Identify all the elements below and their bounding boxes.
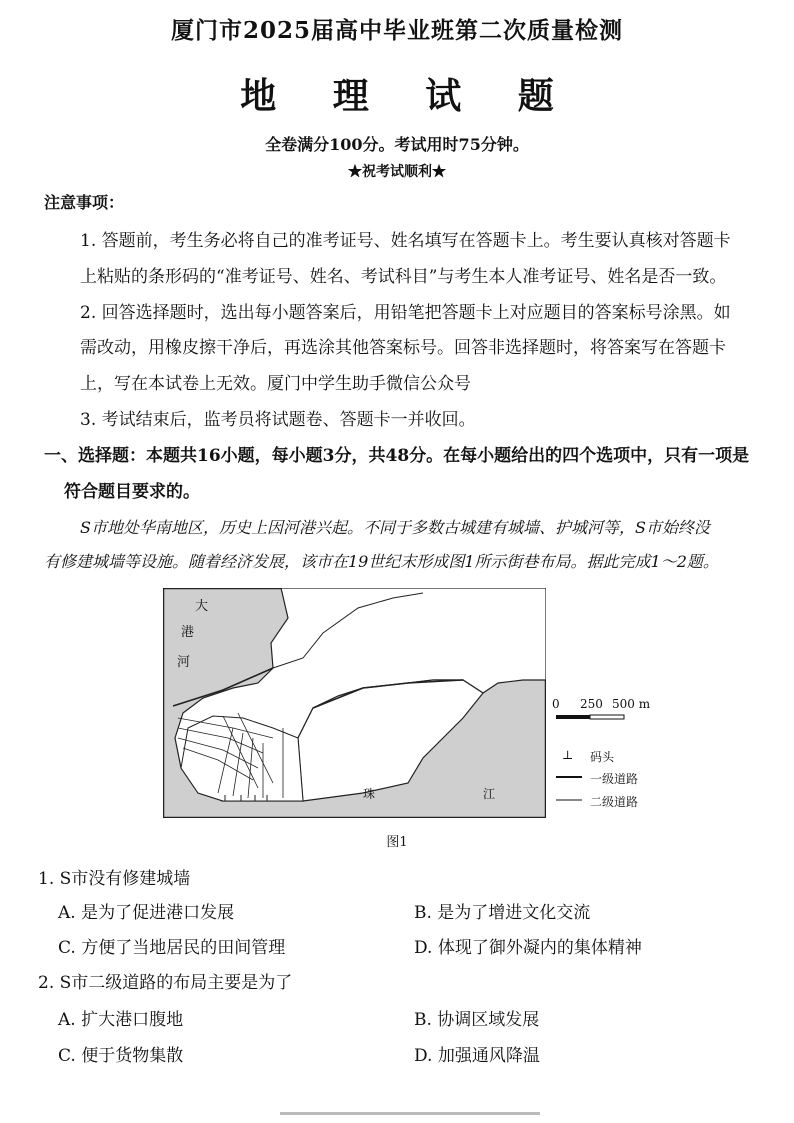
blessing-line: ★祝考试顺利★ bbox=[348, 164, 446, 180]
pier-legend-label: 码头 bbox=[590, 750, 615, 764]
notice-line-1: 1. 答题前，考生务必将自己的准考证号、姓名填写在答题卡上。考生要认真核对答题卡 bbox=[80, 231, 731, 251]
primary-road-legend-label: 一级道路 bbox=[590, 772, 639, 786]
primary-road-legend-line bbox=[556, 774, 582, 780]
passage-line-1: S市地处华南地区，历史上因河港兴起。不同于多数古城建有城墙、护城河等，S市始终没 bbox=[80, 518, 710, 537]
notice-heading: 注意事项： bbox=[44, 193, 125, 212]
subject-title: 地 理 试 题 bbox=[240, 75, 576, 117]
question-2-option-b: B. 协调区域发展 bbox=[414, 1010, 540, 1030]
notice-line-5: 上，写在本试卷上无效。厦门中学生助手微信公众号 bbox=[80, 374, 471, 394]
score-line: 全卷满分100分。考试用时75分钟。 bbox=[265, 135, 529, 154]
section-heading-line-2: 符合题目要求的。 bbox=[64, 482, 200, 502]
question-1-stem: 1. S市没有修建城墙 bbox=[38, 869, 191, 889]
question-2-stem: 2. S市二级道路的布局主要是为了 bbox=[38, 973, 293, 993]
notice-line-4: 需改动，用橡皮擦干净后，再选涂其他答案标号。回答非选择题时，将答案写在答题卡 bbox=[80, 338, 726, 358]
question-2-option-d: D. 加强通风降温 bbox=[414, 1046, 540, 1066]
question-1-option-c: C. 方便了当地居民的田间管理 bbox=[58, 938, 286, 958]
pearl-river-label-right: 江 bbox=[483, 787, 496, 801]
exam-title: 厦门市2025届高中毕业班第二次质量检测 bbox=[170, 17, 623, 44]
notice-line-3: 2. 回答选择题时，选出每小题答案后，用铅笔把答题卡上对应题目的答案标号涂黑。如 bbox=[80, 303, 731, 323]
scale-bar bbox=[555, 712, 625, 722]
scale-label-mid: 250 bbox=[580, 697, 603, 711]
scale-label-end: 500 m bbox=[612, 697, 651, 711]
river-label-char-1: 大 bbox=[195, 599, 209, 614]
question-1-option-a: A. 是为了促进港口发展 bbox=[58, 903, 235, 923]
question-1-option-b: B. 是为了增进文化交流 bbox=[414, 903, 591, 923]
page-footer-cutoff bbox=[0, 1098, 794, 1123]
secondary-road-legend-label: 二级道路 bbox=[590, 795, 639, 809]
pier-legend-symbol: ⊥ bbox=[562, 748, 574, 762]
question-2-option-c: C. 便于货物集散 bbox=[58, 1046, 184, 1066]
river-label-char-3: 河 bbox=[177, 655, 191, 670]
figure-caption: 图1 bbox=[386, 835, 408, 850]
river-label-char-2: 港 bbox=[181, 625, 195, 640]
question-2-option-a: A. 扩大港口腹地 bbox=[58, 1010, 184, 1030]
scale-label-zero: 0 bbox=[552, 697, 560, 711]
passage-line-2: 有修建城墙等设施。随着经济发展，该市在19世纪末形成图1所示街巷布局。据此完成1～2题。 bbox=[44, 552, 719, 571]
notice-line-6: 3. 考试结束后，监考员将试题卷、答题卡一并收回。 bbox=[80, 410, 476, 430]
notice-line-2: 上粘贴的条形码的“准考证号、姓名、考试科目”与考生本人准考证号、姓名是否一致。 bbox=[80, 267, 727, 287]
street-layout-map bbox=[163, 588, 546, 818]
secondary-road-legend-line bbox=[556, 797, 582, 803]
pearl-river-label-left: 珠 bbox=[363, 787, 376, 801]
section-heading-line-1: 一、选择题：本题共16小题，每小题3分，共48分。在每小题给出的四个选项中，只有一项是 bbox=[44, 446, 750, 466]
question-1-option-d: D. 体现了御外凝内的集体精神 bbox=[414, 938, 642, 958]
